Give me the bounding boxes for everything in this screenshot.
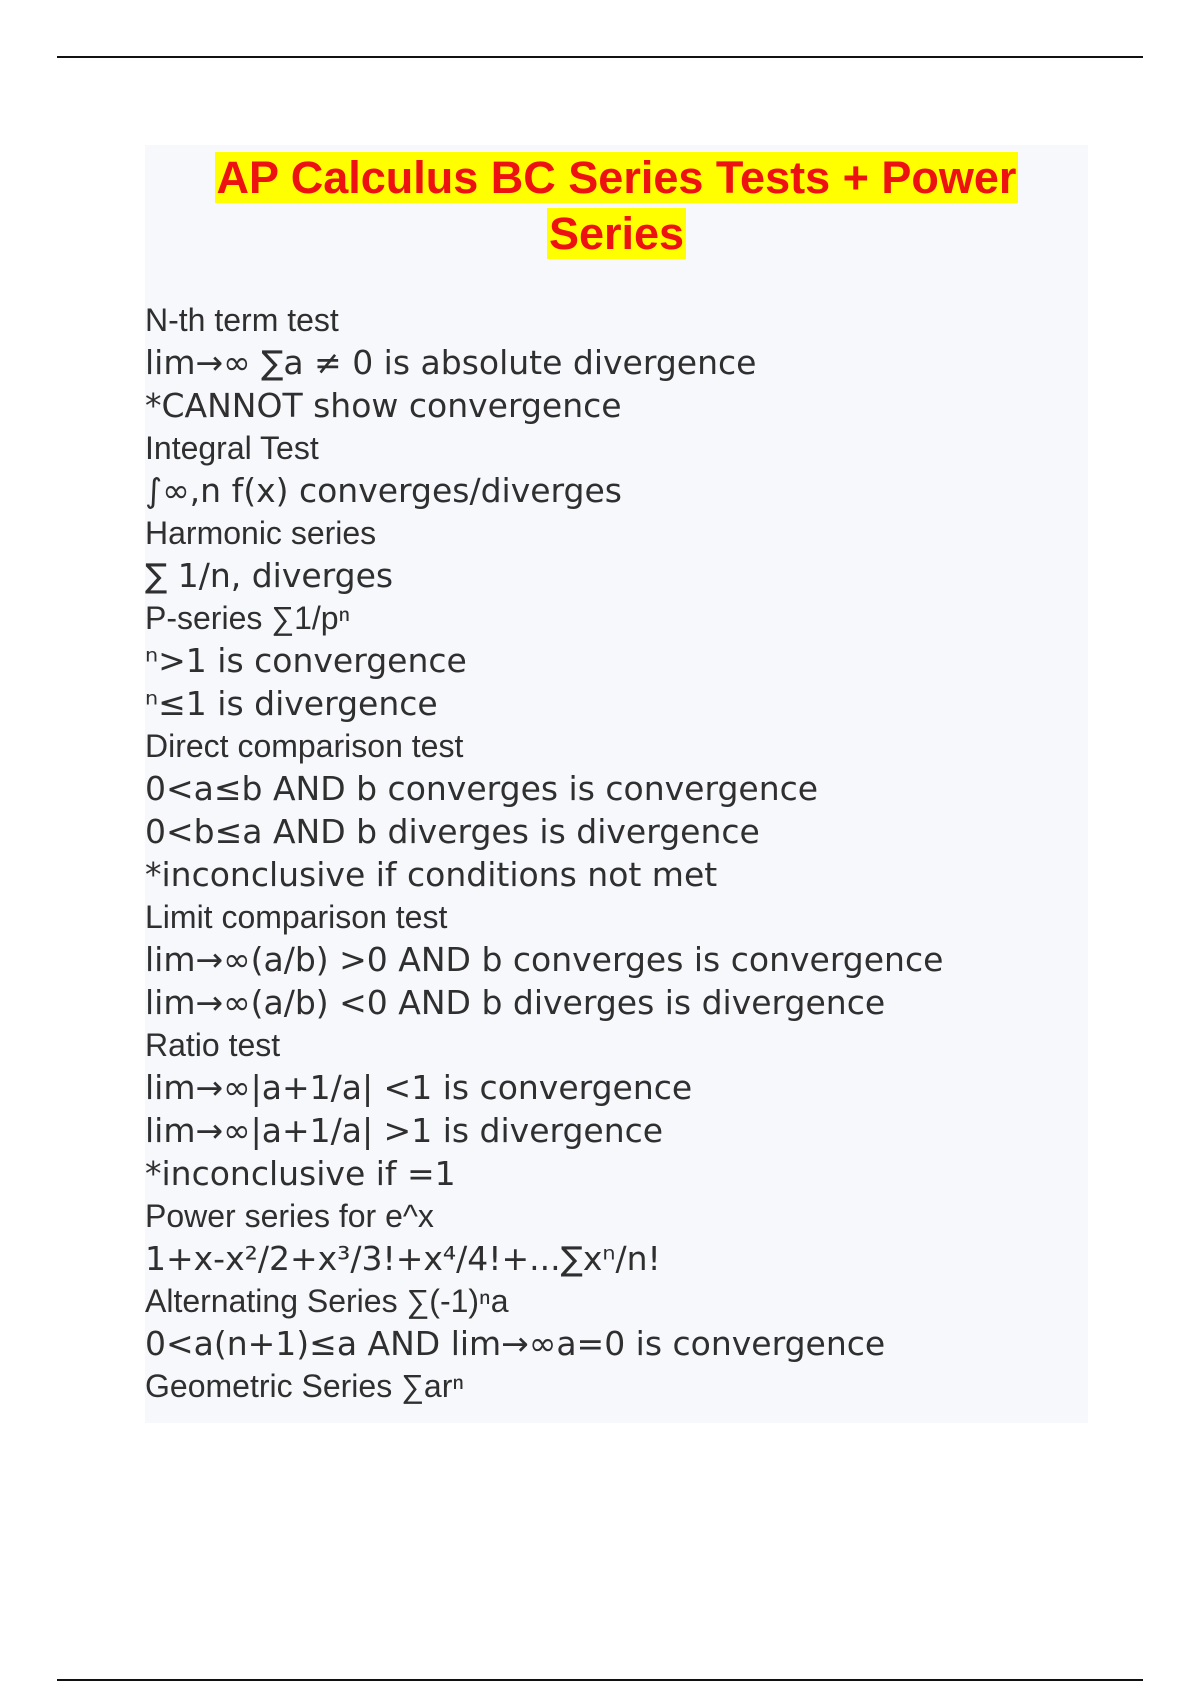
entry-heading: Power series for e^x bbox=[145, 1198, 434, 1234]
entry-detail: 0<a(n+1)≤a AND lim→∞a=0 is convergence bbox=[145, 1324, 886, 1363]
entry-detail: *inconclusive if =1 bbox=[145, 1154, 456, 1193]
entry-detail: ⁿ≤1 is divergence bbox=[145, 684, 438, 723]
entry-detail: *inconclusive if conditions not met bbox=[145, 855, 718, 894]
entry-detail: lim→∞|a+1/a| >1 is divergence bbox=[145, 1111, 664, 1150]
bottom-page-rule bbox=[57, 1679, 1143, 1681]
entry-detail: *CANNOT show convergence bbox=[145, 386, 622, 425]
series-tests-list bbox=[145, 299, 1088, 1407]
title-line-2: Series bbox=[548, 208, 685, 259]
entry-heading: Harmonic series bbox=[145, 515, 377, 551]
entry-detail: 0<a≤b AND b converges is convergence bbox=[145, 769, 819, 808]
entry-heading: P-series ∑1/pⁿ bbox=[145, 600, 351, 636]
entry-heading: Integral Test bbox=[145, 430, 319, 466]
entry-detail: 1+x-x²/2+x³/3!+x⁴/4!+...∑xⁿ/n! bbox=[145, 1239, 661, 1278]
entry-heading: Ratio test bbox=[145, 1027, 281, 1063]
entry-heading: N-th term test bbox=[145, 302, 339, 338]
entry-detail: ∑ 1/n, diverges bbox=[145, 556, 394, 595]
entry-detail: lim→∞|a+1/a| <1 is convergence bbox=[145, 1068, 693, 1107]
entry-detail: lim→∞(a/b) <0 AND b diverges is divergence bbox=[145, 983, 886, 1022]
entry-heading: Direct comparison test bbox=[145, 728, 464, 764]
entry-detail: 0<b≤a AND b diverges is divergence bbox=[145, 812, 760, 851]
entry-detail: lim→∞(a/b) >0 AND b converges is convergence bbox=[145, 940, 944, 979]
entry-detail: ⁿ>1 is convergence bbox=[145, 641, 467, 680]
entry-heading: Alternating Series ∑(-1)ⁿa bbox=[145, 1283, 509, 1319]
study-card bbox=[145, 145, 1088, 1423]
entry-detail: ∫∞,n f(x) converges/diverges bbox=[145, 471, 622, 510]
entry-heading: Limit comparison test bbox=[145, 899, 448, 935]
entry-heading: Geometric Series ∑arⁿ bbox=[145, 1368, 465, 1404]
entry-detail: lim→∞ ∑a ≠ 0 is absolute divergence bbox=[145, 343, 757, 382]
title-line-1: AP Calculus BC Series Tests + Power bbox=[216, 152, 1017, 203]
top-page-rule bbox=[57, 56, 1143, 58]
page-title bbox=[145, 145, 1088, 262]
